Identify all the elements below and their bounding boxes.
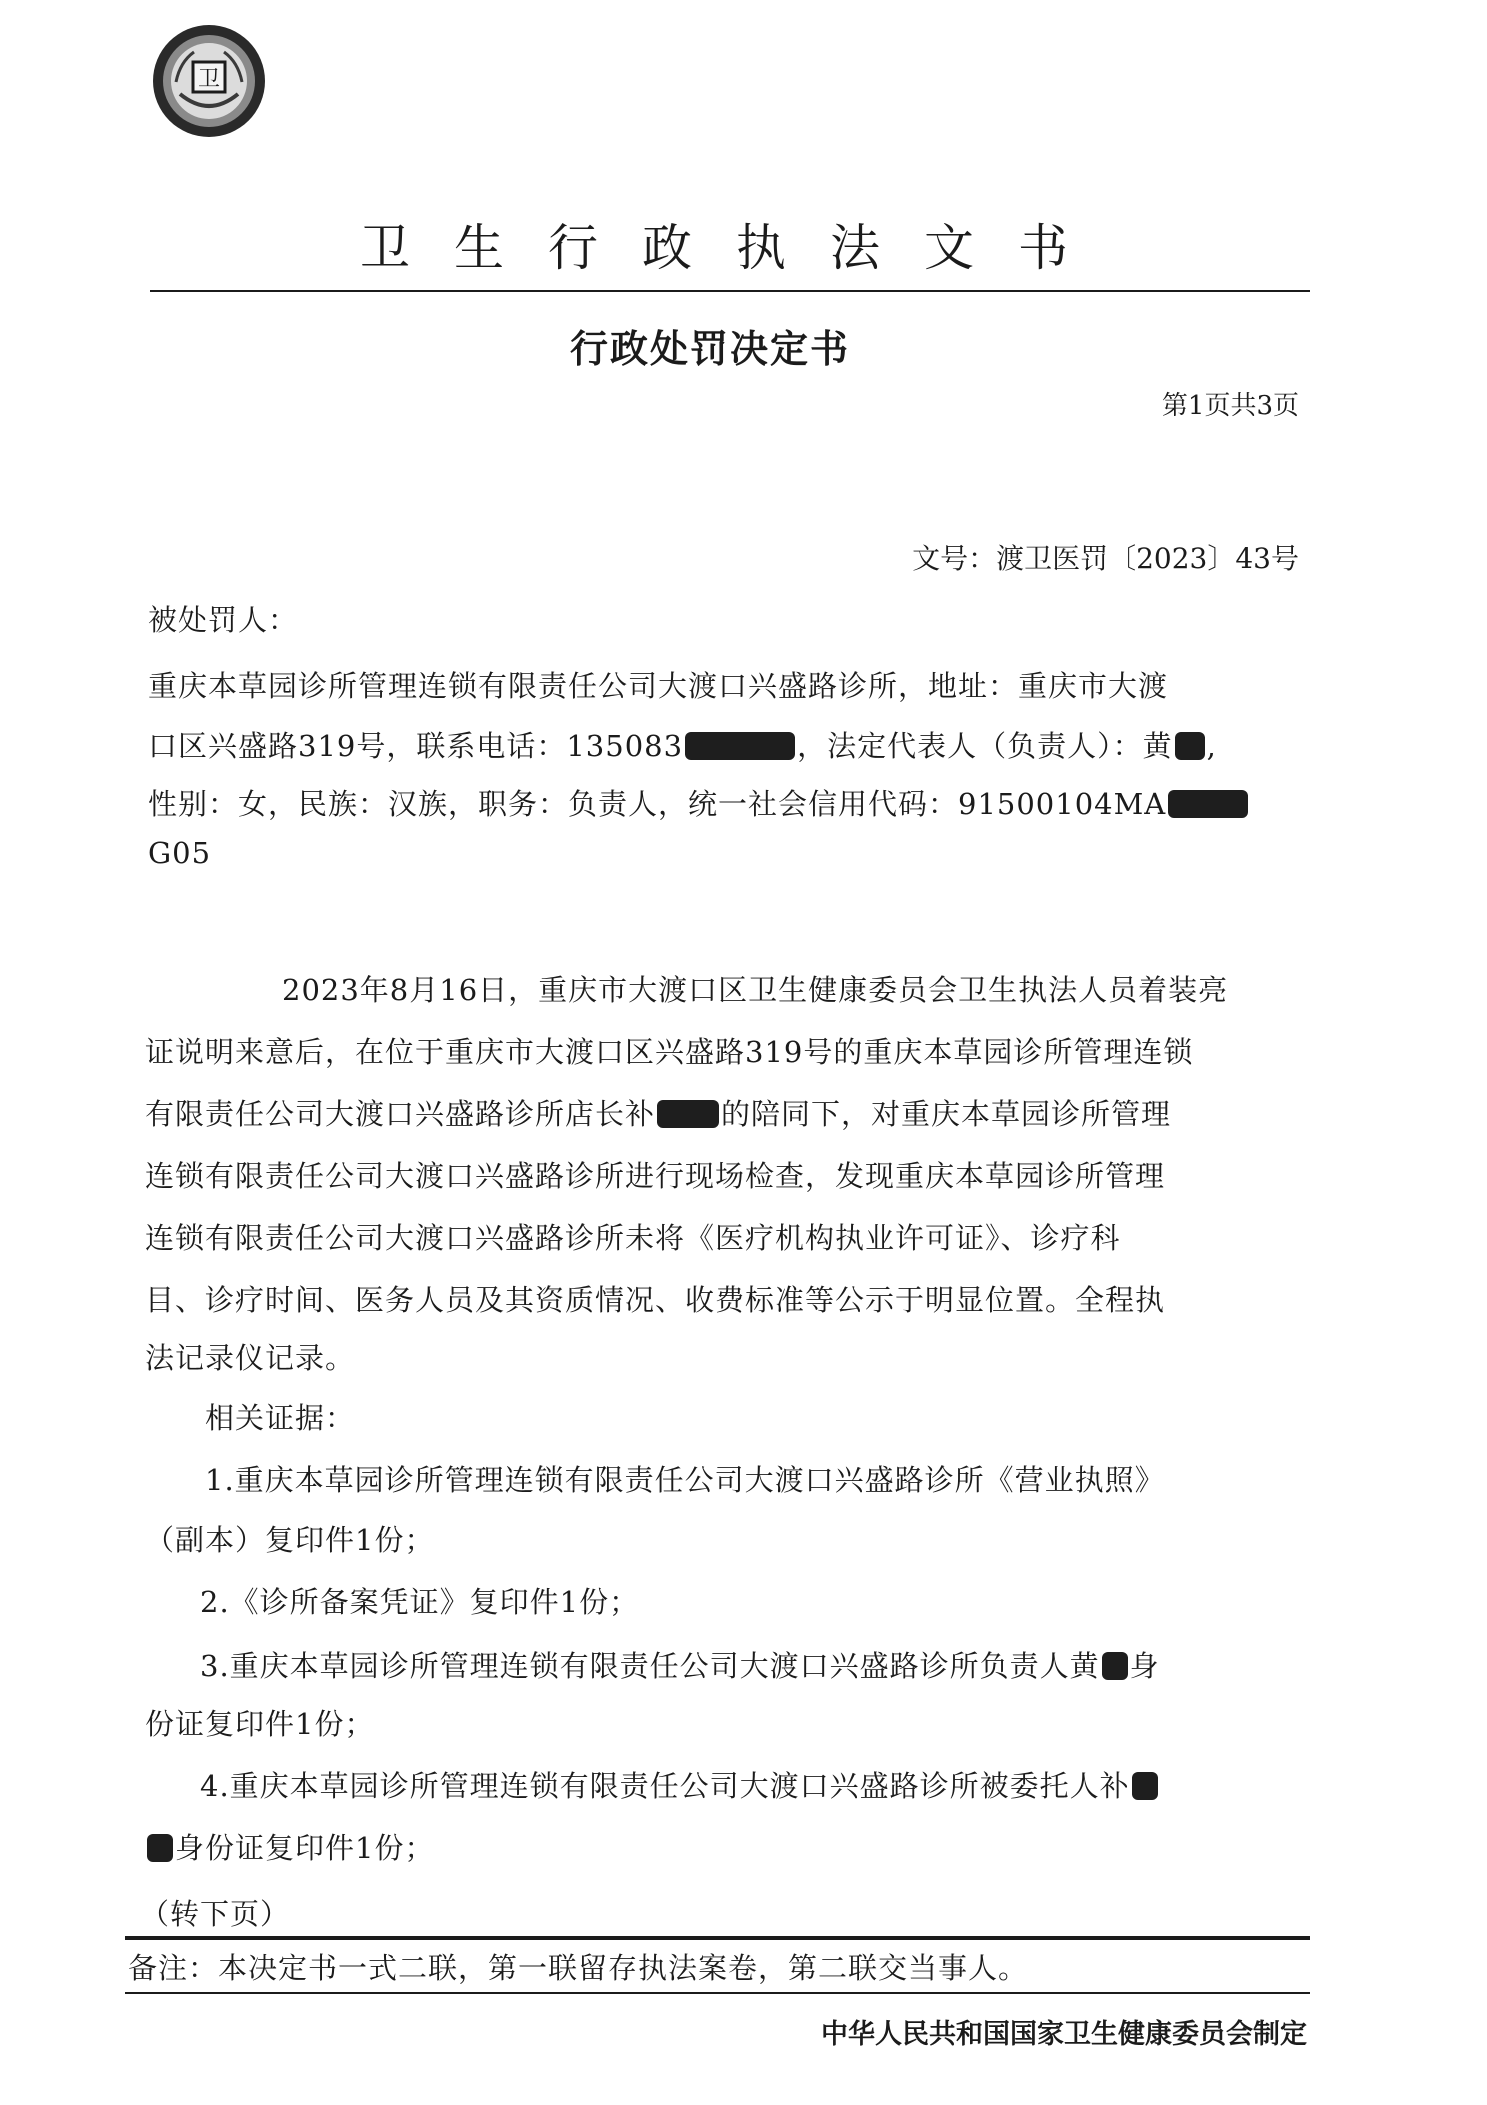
evidence-item (200, 1644, 1160, 1685)
footer-top-rule (125, 1936, 1310, 1940)
evidence-label: 相关证据： (205, 1401, 356, 1435)
body-text: 的陪同下，对重庆本草园诊所管理 (721, 1097, 1172, 1131)
redaction-mark (657, 1100, 719, 1128)
party-text: ，法定代表人（负责人）：黄 (797, 729, 1173, 763)
body-line: 连锁有限责任公司大渡口兴盛路诊所进行现场检查，发现重庆本草园诊所管理 (145, 1159, 1166, 1193)
header-divider (150, 290, 1310, 292)
evidence-item: （副本）复印件1份； (145, 1523, 435, 1557)
party-line: 重庆本草园诊所管理连锁有限责任公司大渡口兴盛路诊所，地址：重庆市大渡 (148, 669, 1169, 703)
remark-text: 备注：本决定书一式二联，第一联留存执法案卷，第二联交当事人。 (128, 1951, 1029, 1985)
agency-title: 卫生行政执法文书 (360, 219, 1112, 277)
party-text: , (1206, 729, 1217, 763)
evidence-text: 4.重庆本草园诊所管理连锁有限责任公司大渡口兴盛路诊所被委托人补 (200, 1769, 1130, 1803)
document-title: 行政处罚决定书 (570, 327, 851, 371)
redaction-mark (1175, 732, 1205, 760)
evidence-item: 1.重庆本草园诊所管理连锁有限责任公司大渡口兴盛路诊所《营业执照》 (205, 1463, 1165, 1497)
redaction-mark (1102, 1652, 1128, 1680)
issuer-text: 中华人民共和国国家卫生健康委员会制定 (821, 2019, 1307, 2050)
body-line: 2023年8月16日，重庆市大渡口区卫生健康委员会卫生执法人员着装亮 (282, 973, 1229, 1007)
body-line (145, 1092, 1171, 1133)
evidence-item (145, 1826, 434, 1867)
body-line: 证说明来意后，在位于重庆市大渡口区兴盛路319号的重庆本草园诊所管理连锁 (145, 1035, 1194, 1069)
redaction-mark (1168, 790, 1248, 818)
party-line (148, 724, 1217, 765)
body-text: 有限责任公司大渡口兴盛路诊所店长补 (145, 1097, 656, 1131)
party-text: 口区兴盛路319号，联系电话：135083 (148, 729, 684, 763)
body-line: 目、诊疗时间、医务人员及其资质情况、收费标准等公示于明显位置。全程执 (145, 1283, 1166, 1317)
document-number: 文号：渡卫医罚〔2023〕43号 (912, 542, 1299, 575)
penalized-party-label: 被处罚人： (148, 603, 299, 637)
evidence-item: 2.《诊所备案凭证》复印件1份； (200, 1585, 640, 1619)
party-line (148, 782, 1250, 823)
evidence-item (200, 1764, 1160, 1805)
party-text: 性别：女，民族：汉族，职务：负责人，统一社会信用代码：91500104MA (148, 787, 1167, 821)
evidence-text: 身 (1129, 1649, 1160, 1683)
continued-note: （转下页） (140, 1897, 291, 1931)
evidence-text: 3.重庆本草园诊所管理连锁有限责任公司大渡口兴盛路诊所负责人黄 (200, 1649, 1100, 1683)
redaction-mark (1132, 1772, 1158, 1800)
evidence-item: 份证复印件1份； (145, 1707, 375, 1741)
body-line: 连锁有限责任公司大渡口兴盛路诊所未将《医疗机构执业许可证》、诊疗科 (145, 1221, 1121, 1255)
redaction-mark (685, 732, 795, 760)
footer-bottom-rule (125, 1992, 1310, 1994)
evidence-text: 身份证复印件1份； (175, 1831, 435, 1865)
page-indicator: 第1页共3页 (1161, 391, 1299, 421)
health-emblem-logo (150, 22, 268, 140)
party-line: G05 (148, 836, 212, 870)
body-line: 法记录仪记录。 (145, 1341, 356, 1375)
redaction-mark (147, 1834, 173, 1862)
svg-text:卫: 卫 (197, 67, 221, 92)
